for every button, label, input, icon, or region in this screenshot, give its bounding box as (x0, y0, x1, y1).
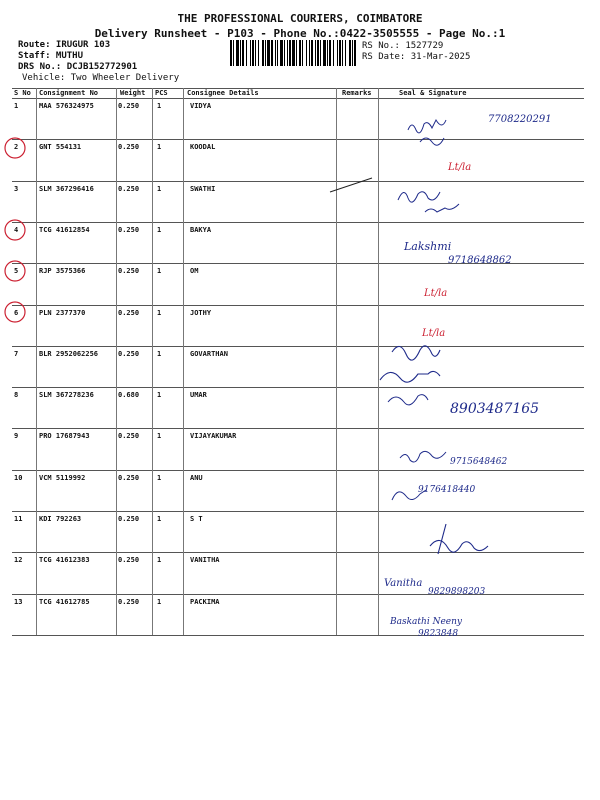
row-weight: 0.250 (118, 308, 140, 317)
barcode-bar (230, 40, 232, 66)
row-sno: 5 (14, 267, 19, 276)
page-title: THE PROFESSIONAL COURIERS, COIMBATORE (177, 12, 423, 25)
row-consignment: GNT 554131 (39, 143, 82, 152)
signature-row-8 (388, 395, 428, 405)
row-consignment: RJP 3575366 (39, 267, 86, 276)
row-consignment: TCG 41612854 (39, 225, 90, 234)
table-rule (12, 181, 584, 182)
row-weight: 0.680 (118, 391, 140, 400)
row-pcs: 1 (157, 556, 162, 565)
table-rule (12, 552, 584, 553)
barcode (230, 40, 356, 66)
table-divider (183, 88, 184, 635)
signature-row-12: Vanitha (384, 578, 423, 589)
barcode-bar (250, 40, 251, 66)
row-sno: 6 (14, 308, 19, 317)
barcode-bar (246, 40, 247, 66)
barcode-bar (327, 40, 328, 66)
row-consignment: TCG 41612785 (39, 597, 90, 606)
row-pcs: 1 (157, 102, 162, 110)
row-pcs: 1 (157, 473, 162, 482)
barcode-bar (349, 40, 351, 66)
row-weight: 0.250 (118, 556, 140, 565)
barcode-bar (284, 40, 285, 66)
row-consignee: GOVARTHAN (190, 349, 228, 358)
row-consignment: MAA 576324975 (39, 102, 94, 110)
table-rule (12, 139, 584, 140)
route-label: Route: IRUGUR 103 (18, 40, 111, 50)
signature-row-9 (400, 451, 446, 462)
phone-row-1: 7708220291 (488, 114, 552, 125)
row-consignee: KOODAL (190, 143, 216, 152)
barcode-bar (342, 40, 343, 66)
page-subtitle: Delivery Runsheet - P103 - Phone No.:0422-3505555 - Page No.:1 (94, 27, 506, 40)
col-header-remarks: Remarks (342, 89, 372, 97)
barcode-bar (289, 40, 291, 66)
col-header-pcs: PCS (155, 89, 168, 97)
phone-row-12: 9829898203 (428, 587, 486, 597)
barcode-bar (267, 40, 270, 66)
row-consignee: ANU (190, 473, 203, 482)
barcode-bar (292, 40, 295, 66)
row-pcs: 1 (157, 515, 162, 523)
barcode-bar (323, 40, 326, 66)
drs-number: DRS No.: DCJB152772901 (18, 62, 138, 72)
table-rule (12, 98, 584, 99)
barcode-bar (233, 40, 234, 66)
table-rule (12, 88, 584, 89)
row-sno: 11 (14, 515, 23, 523)
row-consignee: PACKIMA (190, 597, 220, 606)
barcode-bar (242, 40, 244, 66)
table-rule (12, 470, 584, 471)
rs-date: RS Date: 31-Mar-2025 (362, 52, 471, 62)
row-pcs: 1 (157, 432, 162, 441)
name-row-13: Baskathi Neeny (390, 617, 462, 627)
table-rule (12, 346, 584, 347)
table-rule (12, 305, 584, 306)
row-pcs: 1 (157, 391, 162, 400)
barcode-bar (311, 40, 313, 66)
phone-row-10: 9176418440 (418, 485, 476, 495)
staff-label: Staff: MUTHU (18, 51, 84, 61)
barcode-bar (306, 40, 307, 66)
col-header-signature: Seal & Signature (399, 89, 467, 97)
row-sno: 4 (14, 225, 19, 234)
row-pcs: 1 (157, 349, 162, 358)
row-weight: 0.250 (118, 184, 140, 193)
barcode-bar (345, 40, 346, 66)
row-weight: 0.250 (118, 597, 140, 606)
row-weight: 0.250 (118, 515, 140, 523)
table-rule (12, 428, 584, 429)
table-divider (378, 88, 379, 635)
vehicle-label: Vehicle: Two Wheeler Delivery (22, 73, 180, 83)
barcode-bar (265, 40, 266, 66)
signature-row-1 (408, 120, 446, 145)
row-consignment: PLN 2377370 (39, 308, 86, 317)
barcode-bar (302, 40, 303, 66)
barcode-bar (317, 40, 319, 66)
table-rule (12, 387, 584, 388)
row-consignment: KDI 792263 (39, 515, 82, 523)
row-pcs: 1 (157, 308, 162, 317)
row-consignee: JOTHY (190, 308, 212, 317)
row-pcs: 1 (157, 267, 162, 276)
row-weight: 0.250 (118, 267, 140, 276)
barcode-bar (275, 40, 276, 66)
row-consignment: VCM 5119992 (39, 473, 86, 482)
barcode-bar (296, 40, 297, 66)
name-row-4: Lakshmi (404, 240, 452, 253)
barcode-bar (255, 40, 256, 66)
signature-row-7 (380, 346, 440, 382)
barcode-bar (262, 40, 264, 66)
red-mark-row-6: Lt/la (422, 328, 446, 339)
table-rule (12, 222, 584, 223)
barcode-bar (309, 40, 310, 66)
row-consignee: BAKYA (190, 225, 212, 234)
barcode-bar (258, 40, 259, 66)
row-consignee: VANITHA (190, 556, 220, 565)
barcode-bar (320, 40, 321, 66)
red-mark-row-2: Lt/la (448, 162, 472, 173)
phone-row-4: 9718648862 (448, 255, 512, 266)
row-weight: 0.250 (118, 432, 140, 441)
col-header-sno: S No (14, 89, 31, 97)
barcode-bar (315, 40, 316, 66)
barcode-bar (277, 40, 278, 66)
row-pcs: 1 (157, 184, 162, 193)
col-header-weight: Weight (120, 89, 146, 97)
barcode-bar (252, 40, 254, 66)
row-consignee: VIDYA (190, 102, 212, 110)
row-consignee: SWATHI (190, 184, 216, 193)
row-consignment: TCG 41612383 (39, 556, 90, 565)
row-consignee: OM (190, 267, 199, 276)
barcode-bar (280, 40, 283, 66)
row-consignment: PRO 17687943 (39, 432, 90, 441)
barcode-bar (299, 40, 301, 66)
table-rule (12, 635, 584, 636)
barcode-bar (240, 40, 241, 66)
table-rule (12, 263, 584, 264)
barcode-bar (333, 40, 334, 66)
col-header-consignee: Consignee Details (187, 89, 259, 97)
row-consignee: VIJAYAKUMAR (190, 432, 237, 441)
row-sno: 10 (14, 473, 23, 482)
barcode-bar (339, 40, 341, 66)
barcode-bar (352, 40, 353, 66)
row-consignment: SLM 367296416 (39, 184, 94, 193)
row-sno: 9 (14, 432, 19, 441)
row-sno: 2 (14, 143, 19, 152)
row-weight: 0.250 (118, 349, 140, 358)
row-weight: 0.250 (118, 102, 140, 110)
row-weight: 0.250 (118, 225, 140, 234)
signature-row-11 (430, 524, 488, 554)
signature-row-3 (398, 192, 459, 212)
row-sno: 7 (14, 349, 19, 358)
col-header-consignment: Consignment No (39, 89, 99, 97)
red-mark-row-5: Lt/la (424, 288, 448, 299)
row-consignment: BLR 2952062256 (39, 349, 99, 358)
row-consignment: SLM 367278236 (39, 391, 94, 400)
barcode-bar (354, 40, 356, 66)
barcode-bar (236, 40, 239, 66)
barcode-bar (329, 40, 331, 66)
row-pcs: 1 (157, 225, 162, 234)
barcode-bar (337, 40, 338, 66)
table-rule (12, 511, 584, 512)
barcode-bar (287, 40, 288, 66)
table-divider (336, 88, 337, 635)
row-consignee: UMAR (190, 391, 207, 400)
table-divider (152, 88, 153, 635)
rs-number: RS No.: 1527729 (362, 41, 444, 51)
row-sno: 13 (14, 597, 23, 606)
row-weight: 0.250 (118, 473, 140, 482)
phone-row-8: 8903487165 (450, 401, 540, 417)
phone-row-13: 9823848 (418, 629, 459, 639)
table-rule (12, 594, 584, 595)
signature-row-10 (392, 490, 426, 500)
row-sno: 12 (14, 556, 23, 565)
row-pcs: 1 (157, 143, 162, 152)
row-weight: 0.250 (118, 143, 140, 152)
table-divider (36, 88, 37, 635)
table-divider (116, 88, 117, 635)
row-sno: 8 (14, 391, 19, 400)
barcode-bar (271, 40, 273, 66)
row-sno: 1 (14, 102, 19, 110)
phone-row-9: 9715648462 (450, 457, 508, 467)
row-sno: 3 (14, 184, 19, 193)
row-pcs: 1 (157, 597, 162, 606)
row-consignee: S T (190, 515, 203, 523)
